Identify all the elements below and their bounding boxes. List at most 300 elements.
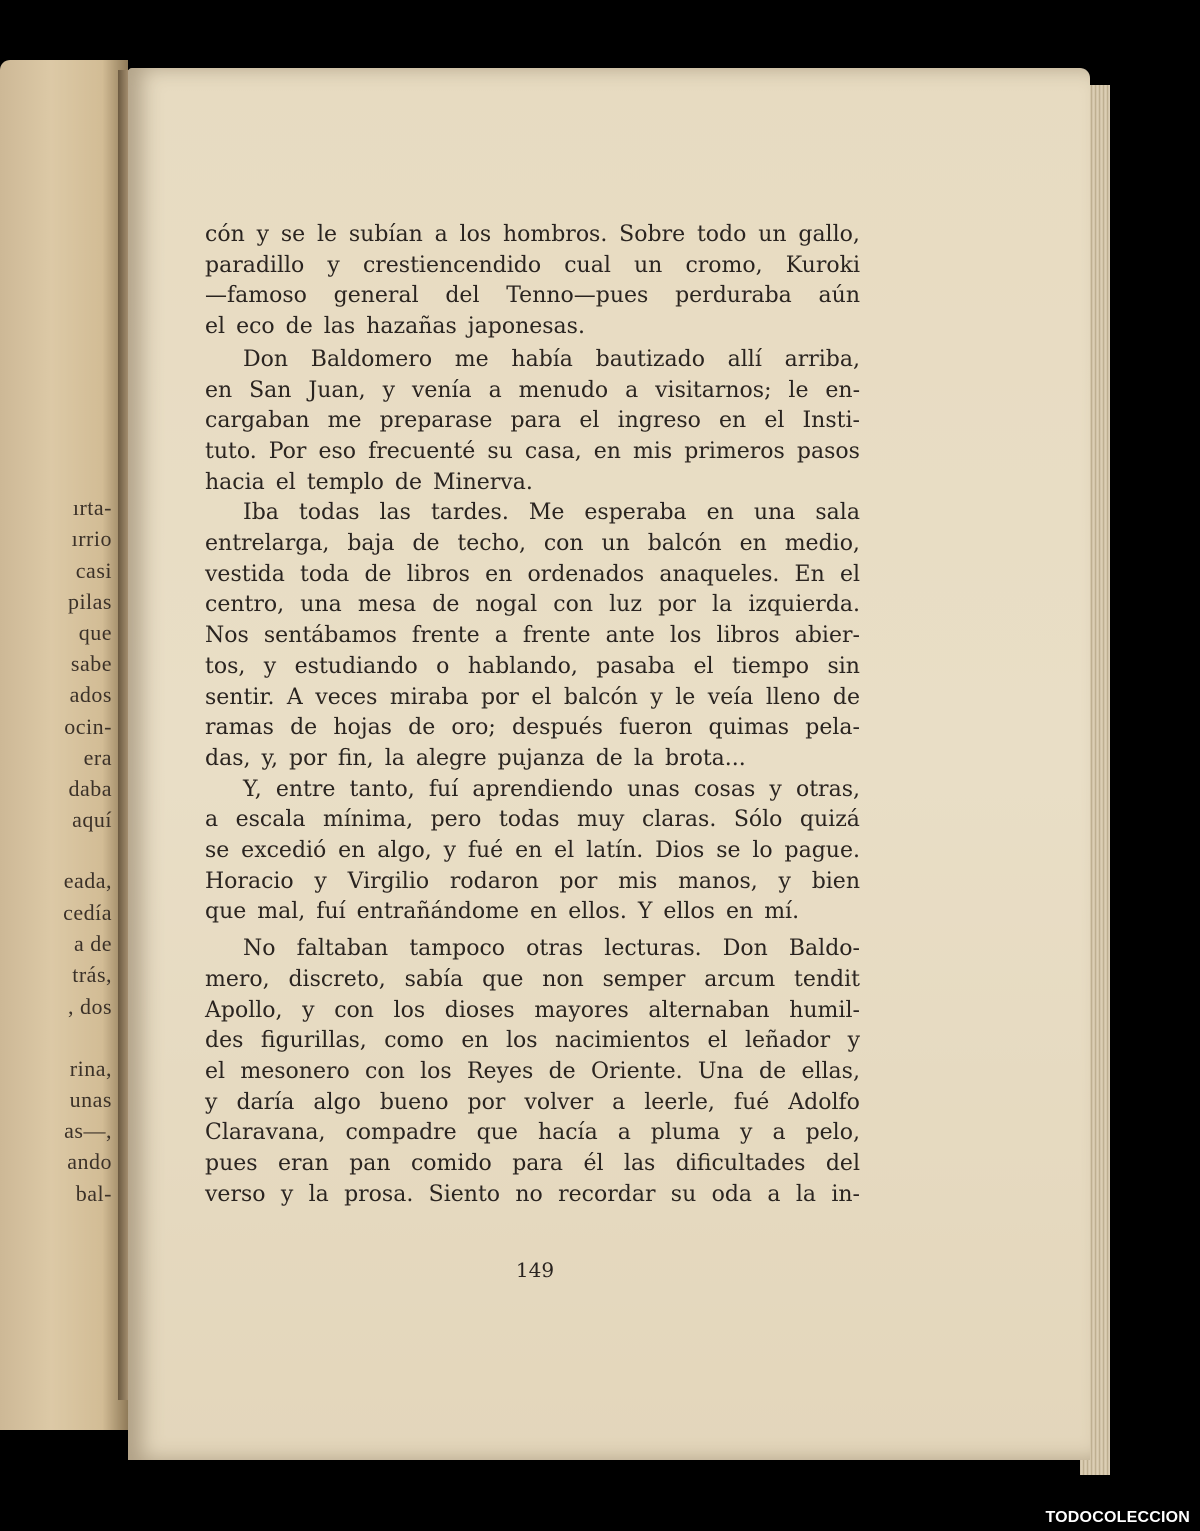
word: figurillas, bbox=[260, 1028, 367, 1054]
word: entre bbox=[275, 776, 336, 802]
word: ingreso bbox=[617, 408, 701, 434]
word: semper bbox=[602, 966, 686, 992]
word: que bbox=[482, 966, 524, 992]
word: y bbox=[740, 1120, 753, 1146]
text-line bbox=[205, 562, 860, 592]
word: a bbox=[617, 1120, 631, 1146]
word: quimas bbox=[708, 715, 790, 741]
word: hacia bbox=[205, 469, 265, 495]
word: Tenno—pues bbox=[506, 283, 649, 309]
word: oda bbox=[711, 1181, 753, 1207]
word: mesa bbox=[357, 592, 417, 618]
word: balcón bbox=[647, 531, 722, 556]
word: non bbox=[542, 966, 584, 992]
word: lleno bbox=[765, 684, 821, 710]
word: pasos bbox=[796, 438, 860, 464]
word: vestida bbox=[205, 561, 285, 587]
word: por bbox=[288, 745, 327, 771]
word: sentir. bbox=[205, 684, 275, 710]
word: humil- bbox=[789, 997, 860, 1023]
word: algo, bbox=[377, 838, 432, 863]
word: del bbox=[445, 283, 480, 309]
word: daría bbox=[236, 1089, 295, 1115]
left-text-fragment: era bbox=[83, 745, 112, 770]
word: y bbox=[314, 868, 327, 894]
word: todo bbox=[696, 222, 747, 247]
word: balcón bbox=[563, 684, 638, 710]
word: que bbox=[205, 899, 247, 925]
text-line bbox=[205, 283, 860, 313]
left-text-fragment: ırrio bbox=[71, 526, 112, 551]
word: que bbox=[476, 1120, 518, 1146]
word: frecuenté bbox=[368, 438, 476, 464]
word: el bbox=[839, 561, 860, 587]
left-text-fragment: unas bbox=[69, 1087, 112, 1112]
word: Una bbox=[697, 1058, 744, 1084]
word: otras bbox=[526, 936, 584, 962]
word: frente bbox=[411, 623, 480, 649]
word: pluma bbox=[650, 1120, 721, 1146]
word: para bbox=[510, 408, 562, 434]
word: una bbox=[300, 592, 342, 618]
word: general bbox=[333, 283, 419, 309]
word: japonesas. bbox=[467, 314, 585, 340]
text-line bbox=[205, 998, 860, 1028]
word: tendit bbox=[794, 966, 860, 992]
word: claras. bbox=[641, 807, 717, 833]
word: fuí bbox=[428, 776, 459, 802]
word: mínima, bbox=[323, 807, 414, 833]
word: veces bbox=[315, 684, 378, 710]
word: bautizado bbox=[595, 346, 705, 372]
word: pague. bbox=[784, 838, 860, 863]
word: San bbox=[249, 377, 292, 403]
text-line bbox=[205, 777, 860, 807]
word: a bbox=[625, 377, 639, 403]
word: le bbox=[316, 222, 338, 247]
word: él bbox=[583, 1151, 604, 1176]
word: crestiencendido bbox=[362, 252, 542, 278]
word: después bbox=[511, 715, 603, 741]
word: de bbox=[548, 1058, 576, 1084]
text-line bbox=[205, 500, 860, 530]
text-line bbox=[205, 531, 860, 561]
text-line bbox=[205, 222, 860, 252]
word: Horacio bbox=[205, 868, 294, 894]
word: en bbox=[719, 408, 747, 434]
word: sala bbox=[815, 500, 860, 526]
word: y bbox=[443, 838, 457, 863]
word: cual bbox=[564, 252, 611, 278]
word: de bbox=[364, 561, 392, 587]
word: se bbox=[280, 222, 306, 247]
word: las bbox=[623, 1151, 656, 1176]
word: los bbox=[459, 222, 492, 247]
word: todas bbox=[498, 807, 560, 833]
word: muy bbox=[576, 807, 625, 833]
left-text-fragment: sabe bbox=[70, 651, 112, 676]
word: Por bbox=[268, 438, 307, 464]
text-line bbox=[205, 378, 860, 408]
word: el bbox=[764, 408, 785, 434]
word: pero bbox=[430, 807, 482, 833]
word: del bbox=[825, 1151, 860, 1176]
word: por bbox=[467, 1089, 506, 1115]
word: faltaban bbox=[296, 936, 389, 962]
word: nogal bbox=[475, 592, 538, 618]
word: a bbox=[488, 377, 502, 403]
word: se bbox=[205, 838, 230, 863]
word: eco bbox=[236, 314, 275, 340]
word: pasaba bbox=[596, 653, 676, 679]
word: con bbox=[553, 592, 594, 618]
word: el bbox=[579, 408, 600, 434]
word: mal, bbox=[257, 899, 306, 925]
word: En bbox=[794, 561, 825, 587]
text-line bbox=[205, 1059, 860, 1089]
word: a bbox=[494, 623, 508, 649]
word: Claravana, bbox=[205, 1120, 326, 1146]
word: tuto. bbox=[205, 438, 257, 464]
left-text-fragment: ırta- bbox=[72, 495, 112, 520]
word: Minerva. bbox=[433, 469, 533, 495]
word: de bbox=[394, 469, 423, 495]
word: y bbox=[382, 377, 395, 403]
text-line bbox=[205, 807, 860, 837]
word: sin bbox=[827, 653, 860, 679]
word: en- bbox=[825, 377, 860, 403]
word: Sobre bbox=[619, 222, 686, 247]
word: en bbox=[515, 838, 543, 863]
word: manos, bbox=[678, 868, 758, 894]
word: ellas, bbox=[801, 1058, 860, 1084]
word: tanto, bbox=[349, 776, 415, 802]
word: lecturas. bbox=[604, 936, 702, 962]
word: leerle, bbox=[644, 1089, 715, 1115]
word: excedió bbox=[241, 838, 327, 863]
word: arcum bbox=[704, 966, 776, 992]
word: preparase bbox=[379, 408, 493, 434]
left-text-fragment: rina, bbox=[69, 1056, 112, 1081]
word: Y, bbox=[243, 776, 262, 802]
word: fué bbox=[467, 838, 504, 863]
word: Iba bbox=[243, 500, 279, 526]
word: los bbox=[420, 1058, 452, 1084]
text-line bbox=[205, 899, 860, 929]
word: entrelarga, bbox=[205, 531, 330, 556]
word: mesonero bbox=[240, 1058, 350, 1084]
word: a bbox=[767, 1181, 781, 1207]
word: Nos bbox=[205, 623, 249, 649]
word: me bbox=[327, 408, 362, 434]
word: o bbox=[436, 653, 450, 679]
word: para bbox=[512, 1151, 564, 1176]
word: y, bbox=[261, 745, 278, 771]
word: tampoco bbox=[409, 936, 506, 962]
word: algo bbox=[313, 1089, 361, 1115]
word: la bbox=[384, 745, 405, 771]
word: libros bbox=[716, 623, 780, 649]
word: el bbox=[205, 1058, 226, 1084]
word: Oriente. bbox=[590, 1058, 683, 1084]
word: las bbox=[379, 500, 411, 526]
word: techo, bbox=[457, 531, 526, 556]
word: de bbox=[408, 715, 436, 741]
word: el bbox=[205, 314, 226, 340]
word: aún bbox=[818, 283, 860, 309]
word: veía bbox=[707, 684, 754, 710]
text-line bbox=[205, 967, 860, 997]
word: la bbox=[633, 745, 654, 771]
word: nacimientos bbox=[554, 1028, 691, 1054]
left-text-fragment: ocin- bbox=[64, 714, 112, 739]
word: y bbox=[327, 252, 340, 278]
word: con bbox=[365, 1058, 405, 1084]
word: abier- bbox=[794, 623, 860, 649]
text-line bbox=[205, 347, 860, 377]
word: el bbox=[707, 1028, 728, 1054]
word: por bbox=[658, 592, 696, 618]
word: y bbox=[256, 222, 270, 247]
word: había bbox=[511, 346, 573, 372]
left-text-fragment: trás, bbox=[72, 962, 112, 987]
word: un bbox=[633, 252, 663, 278]
word: y bbox=[847, 1028, 860, 1054]
word: bien bbox=[811, 868, 860, 894]
word: ante bbox=[605, 623, 655, 649]
left-text-fragment: as—, bbox=[64, 1118, 112, 1143]
word: pan bbox=[349, 1151, 391, 1176]
left-text-fragment: cedía bbox=[63, 900, 112, 925]
word: primeros bbox=[684, 438, 785, 464]
word: el bbox=[554, 838, 575, 863]
word: con bbox=[543, 531, 584, 556]
left-text-fragment: eada, bbox=[63, 868, 112, 893]
word: comido bbox=[410, 1151, 492, 1176]
word: alternaban bbox=[648, 997, 770, 1023]
word: Insti- bbox=[802, 408, 860, 434]
word: mero, bbox=[205, 966, 270, 992]
word: en bbox=[593, 438, 621, 464]
text-line bbox=[205, 1120, 860, 1150]
word: compadre bbox=[345, 1120, 457, 1146]
watermark: TODOCOLECCION bbox=[1045, 1509, 1190, 1526]
word: eran bbox=[277, 1151, 329, 1176]
word: cosas bbox=[693, 776, 756, 802]
word: y bbox=[280, 1181, 294, 1207]
word: en bbox=[725, 899, 754, 925]
left-text-fragment: , dos bbox=[67, 994, 112, 1019]
word: no bbox=[515, 1181, 543, 1207]
word: a bbox=[205, 807, 219, 833]
word: como bbox=[384, 1028, 444, 1054]
word: y bbox=[302, 997, 315, 1023]
word: A bbox=[286, 684, 303, 710]
word: a bbox=[434, 222, 448, 247]
word: tardes. bbox=[430, 500, 509, 526]
word: subían bbox=[348, 222, 423, 247]
word: todas bbox=[298, 500, 360, 526]
word: Dios bbox=[655, 838, 705, 863]
word: y bbox=[778, 868, 791, 894]
word: sentábamos bbox=[263, 623, 397, 649]
word: el bbox=[275, 469, 296, 495]
word: entrañándome bbox=[356, 899, 519, 925]
word: casa, bbox=[524, 438, 582, 464]
left-text-fragment: ando bbox=[67, 1149, 112, 1174]
word: rodaron bbox=[449, 868, 539, 894]
word: arriba, bbox=[784, 346, 860, 372]
word: un bbox=[758, 222, 787, 247]
text-line bbox=[205, 1182, 860, 1212]
word: con bbox=[334, 997, 374, 1023]
word: tos, bbox=[205, 653, 246, 679]
word: volver bbox=[524, 1089, 594, 1115]
word: bueno bbox=[379, 1089, 449, 1115]
word: leñador bbox=[744, 1028, 831, 1054]
word: mis bbox=[633, 438, 673, 464]
text-line bbox=[205, 592, 860, 622]
word: en bbox=[739, 531, 767, 556]
word: ramas bbox=[205, 715, 274, 741]
word: hojas bbox=[333, 715, 392, 741]
word: ellos bbox=[663, 899, 715, 925]
word: en bbox=[529, 899, 558, 925]
word: hablando, bbox=[467, 653, 578, 679]
word: verso bbox=[205, 1181, 266, 1207]
word: de bbox=[432, 592, 460, 618]
word: centro, bbox=[205, 592, 285, 618]
word: su bbox=[670, 1181, 697, 1207]
word: libros bbox=[406, 561, 470, 587]
word: fueron bbox=[619, 715, 693, 741]
word: templo bbox=[306, 469, 384, 495]
left-text-fragment: daba bbox=[68, 776, 112, 801]
word: por bbox=[481, 684, 519, 710]
word: paradillo bbox=[205, 252, 305, 278]
word: las bbox=[323, 314, 356, 340]
word: en bbox=[706, 500, 734, 526]
word: le bbox=[675, 684, 696, 710]
word: prosa. bbox=[344, 1181, 414, 1207]
word: in- bbox=[831, 1181, 860, 1207]
word: el bbox=[693, 653, 714, 679]
word: hazañas bbox=[366, 314, 457, 340]
word: de bbox=[412, 531, 440, 556]
word: Apollo, bbox=[205, 997, 283, 1023]
word: gallo, bbox=[798, 222, 860, 247]
word: baja bbox=[347, 531, 395, 556]
word: Kuroki bbox=[785, 252, 860, 278]
word: Baldomero bbox=[310, 346, 433, 372]
text-line bbox=[205, 408, 860, 438]
word: fin, bbox=[337, 745, 374, 771]
left-text-fragment: que bbox=[78, 620, 112, 645]
word: Don bbox=[243, 346, 289, 372]
word: perduraba bbox=[675, 283, 792, 309]
word: ellos. bbox=[568, 899, 627, 925]
word: Siento bbox=[428, 1181, 501, 1207]
word: unas bbox=[627, 776, 680, 802]
text-line bbox=[205, 314, 860, 344]
word: la bbox=[308, 1181, 329, 1207]
word: Adolfo bbox=[788, 1089, 860, 1115]
word: alegre bbox=[415, 745, 487, 771]
word: Baldo- bbox=[788, 936, 860, 962]
text-line bbox=[205, 685, 860, 715]
word: discreto, bbox=[288, 966, 386, 992]
word: los bbox=[505, 1028, 538, 1054]
word: y bbox=[263, 653, 277, 679]
word: se bbox=[716, 838, 741, 863]
text-line bbox=[205, 1151, 860, 1181]
word: miraba bbox=[389, 684, 469, 710]
word: su bbox=[487, 438, 513, 464]
word: eso bbox=[318, 438, 357, 464]
word: estudiando bbox=[294, 653, 418, 679]
word: oro; bbox=[451, 715, 496, 741]
word: y bbox=[769, 776, 782, 802]
word: Sólo bbox=[733, 807, 783, 833]
left-text-fragment: pilas bbox=[67, 589, 112, 614]
text-line bbox=[205, 936, 860, 966]
word: hacía bbox=[537, 1120, 598, 1146]
text-line bbox=[205, 1028, 860, 1058]
word: los bbox=[669, 623, 702, 649]
word: luz bbox=[609, 592, 642, 618]
word: de bbox=[832, 684, 860, 710]
left-text-fragment: aquí bbox=[72, 807, 112, 832]
word: tiempo bbox=[731, 653, 810, 679]
word: por bbox=[559, 868, 598, 894]
word: de bbox=[759, 1058, 787, 1084]
word: la bbox=[712, 592, 733, 618]
word: toda bbox=[299, 561, 350, 587]
word: lo bbox=[752, 838, 773, 863]
word: fuí bbox=[316, 899, 346, 925]
word: mis bbox=[618, 868, 658, 894]
word: en bbox=[461, 1028, 489, 1054]
word: el bbox=[531, 684, 552, 710]
word: la bbox=[795, 1181, 816, 1207]
word: cón bbox=[205, 222, 245, 247]
word: izquierda. bbox=[748, 592, 860, 618]
left-text-fragment: casi bbox=[75, 558, 112, 583]
word: menudo bbox=[518, 377, 609, 403]
word: Virgilio bbox=[347, 868, 430, 894]
word: esperaba bbox=[584, 500, 687, 526]
word: mí. bbox=[764, 899, 800, 925]
word: Reyes bbox=[466, 1058, 534, 1084]
text-line bbox=[205, 715, 860, 745]
word: de bbox=[595, 745, 623, 771]
text-line bbox=[205, 1090, 860, 1120]
word: —famoso bbox=[205, 283, 307, 309]
word: pues bbox=[205, 1151, 258, 1176]
word: venía bbox=[411, 377, 472, 403]
word: frente bbox=[522, 623, 591, 649]
word: en bbox=[485, 561, 513, 587]
word: brota... bbox=[664, 745, 746, 771]
word: le bbox=[788, 377, 809, 403]
word: cargaban bbox=[205, 408, 310, 434]
word: dificultades bbox=[675, 1151, 806, 1176]
word: allí bbox=[727, 346, 762, 372]
page-number: 149 bbox=[515, 1258, 555, 1282]
word: anaqueles. bbox=[659, 561, 780, 587]
word: dioses bbox=[444, 997, 515, 1023]
left-text-fragment: a de bbox=[73, 931, 112, 956]
